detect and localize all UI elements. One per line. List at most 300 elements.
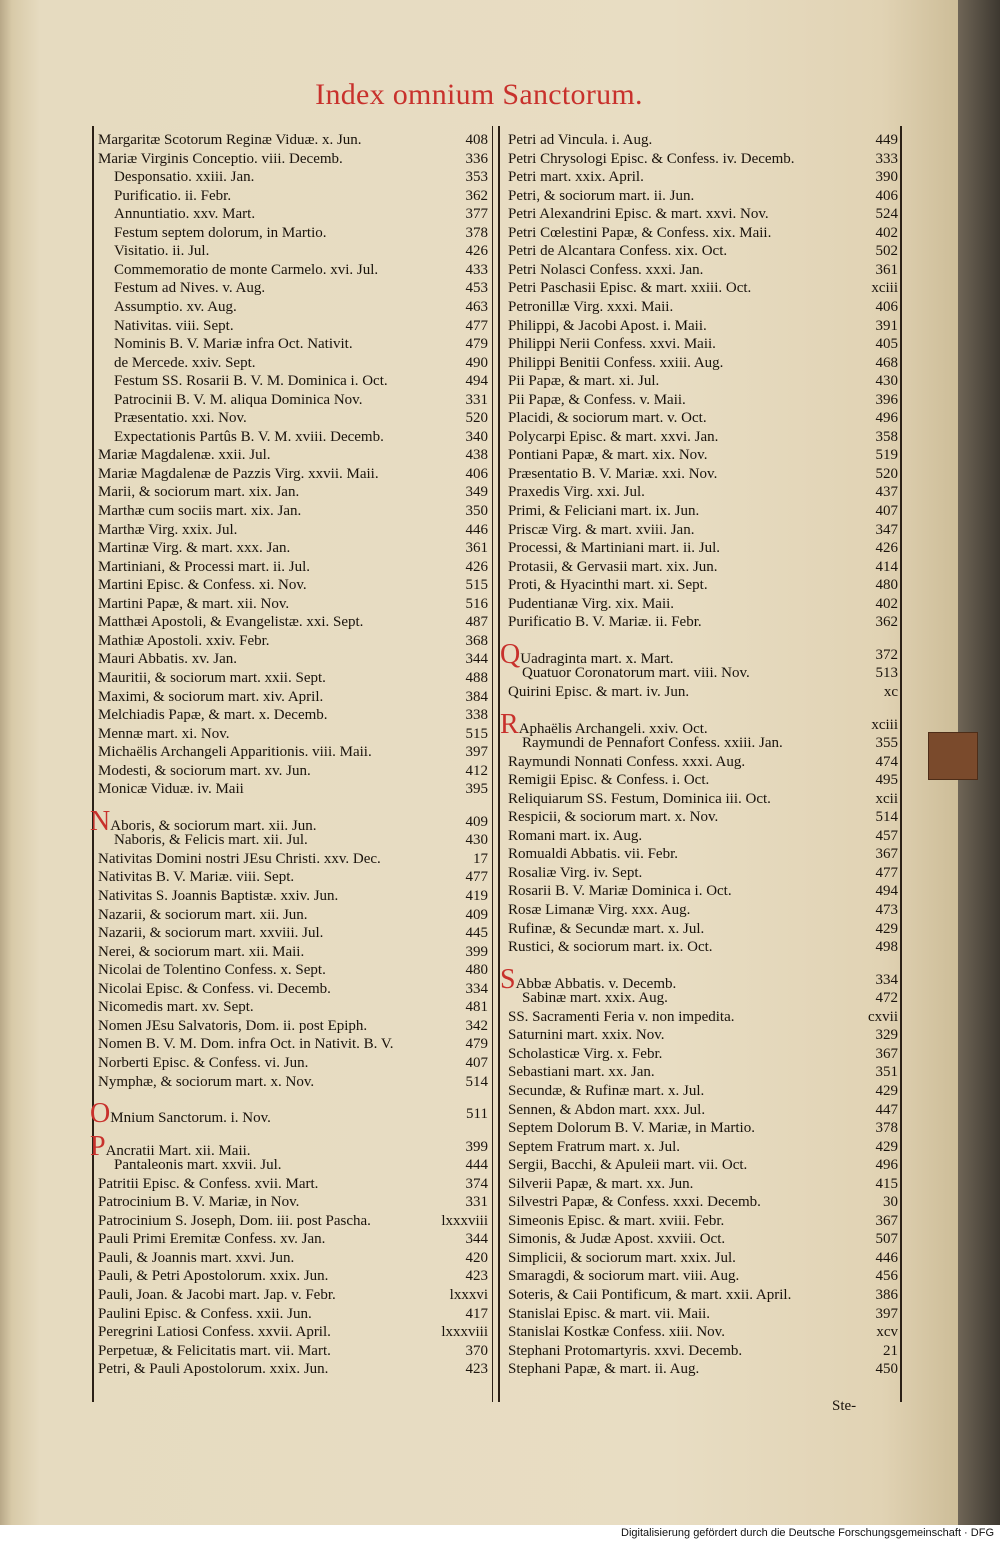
entry-text: Nativitas B. V. Mariæ. viii. Sept. (98, 869, 295, 886)
entry-text: Quirini Episc. & mart. iv. Jun. (508, 683, 690, 700)
entry-text: Pauli, & Joannis mart. xxvi. Jun. (98, 1249, 295, 1266)
entry-text: Expectationis Partûs B. V. M. xviii. Decemb. (114, 428, 384, 445)
left-column-entry (98, 979, 331, 999)
left-column-entry (98, 1053, 308, 1073)
entry-text: Praxedis Virg. xxi. Jul. (508, 484, 645, 501)
left-column-entry (90, 805, 317, 837)
entry-text: Petri, & Pauli Apostolorum. xxix. Jun. (98, 1361, 329, 1378)
entry-text: Matthæi Apostoli, & Evangelistæ. xxi. Sept. (98, 614, 364, 631)
entry-page-number: 329 (875, 1027, 898, 1044)
entry-page-number: 516 (465, 595, 488, 612)
entry-page-number: 477 (875, 864, 898, 881)
right-column-entry (508, 1211, 724, 1231)
entry-text: Mauri Abbatis. xv. Jan. (98, 651, 238, 668)
left-column-entry (98, 960, 326, 980)
entry-page-number: 473 (875, 902, 898, 918)
entry-page-number: 407 (465, 1054, 488, 1071)
entry-text: Nominis B. V. Mariæ infra Oct. Nativit. (114, 336, 353, 353)
entry-text: Stephani Protomartyris. xxvi. Decemb. (508, 1342, 743, 1359)
left-column-entry (98, 724, 230, 744)
entry-text: Margaritæ Scotorum Reginæ Viduæ. x. Jun. (98, 132, 362, 148)
entry-page-number: 429 (875, 1138, 898, 1155)
left-column-entry (98, 1072, 314, 1092)
entry-text: Pantaleonis mart. xxvii. Jul. (114, 1157, 282, 1174)
left-column-entry (90, 1098, 271, 1130)
entry-page-number: 350 (465, 503, 488, 519)
right-column-entry (508, 1266, 739, 1286)
entry-text: Sebastiani mart. xx. Jan. (508, 1064, 655, 1081)
entry-page-number: 331 (465, 1194, 488, 1211)
entry-page-number: 409 (465, 906, 488, 923)
left-column-entry (114, 390, 362, 410)
entry-text: Abbæ Abbatis. v. Decemb. (515, 975, 677, 992)
entry-page-number: 496 (875, 1157, 898, 1174)
right-column-entry (508, 167, 644, 187)
left-column-entry (98, 1359, 328, 1379)
entry-text: Mennæ mart. xi. Nov. (98, 725, 230, 742)
entry-text: Philippi Benitii Confess. xxiii. Aug. (508, 354, 724, 371)
left-column-entry (114, 408, 247, 428)
entry-text: Philippi, & Jacobi Apost. i. Maii. (508, 317, 707, 334)
entry-page-number: 477 (465, 317, 488, 334)
right-column-entry (508, 204, 769, 224)
page-tab (928, 732, 978, 780)
right-column-entry (508, 1137, 680, 1157)
right-column-entry (508, 1285, 791, 1305)
left-column-entry (98, 886, 338, 906)
entry-page-number: 399 (465, 943, 488, 960)
entry-page-number: 514 (875, 809, 898, 826)
entry-text: Sergii, Bacchi, & Apuleii mart. vii. Oct. (508, 1157, 748, 1174)
right-column-entry (508, 1025, 665, 1045)
left-column-entry (98, 1341, 331, 1361)
right-column-entry (508, 1174, 693, 1194)
entry-text: Simeonis Episc. & mart. xviii. Febr. (508, 1212, 725, 1229)
right-column-entry (508, 1155, 747, 1175)
entry-text: Purificatio. ii. Febr. (114, 187, 232, 204)
left-column-entry (98, 649, 237, 669)
right-column-entry (508, 863, 642, 883)
drop-capital: R (500, 708, 519, 740)
left-column-entry (98, 1174, 318, 1194)
entry-text: Petri Alexandrini Episc. & mart. xxvi. Nov. (508, 206, 769, 223)
entry-page-number: 420 (465, 1249, 488, 1266)
left-column-entry (98, 705, 328, 725)
right-column-entry (508, 919, 704, 939)
entry-page-number: 344 (465, 651, 488, 668)
entry-text: Michaëlis Archangeli Apparitionis. viii. Maii. (98, 744, 372, 761)
entry-page-number: 423 (465, 1268, 488, 1285)
entry-page-number: 494 (465, 373, 488, 390)
left-column-entry (114, 223, 326, 243)
entry-text: Petri de Alcantara Confess. xix. Oct. (508, 243, 728, 260)
right-column-entry (508, 575, 708, 595)
entry-text: Raymundi de Pennafort Confess. xxiii. Jan. (522, 735, 783, 752)
entry-page-number: 336 (465, 150, 488, 167)
left-column-entry (114, 278, 265, 298)
left-rule (92, 126, 94, 1402)
entry-text: Norberti Episc. & Confess. vi. Jun. (98, 1054, 309, 1071)
entry-text: Pii Papæ, & Confess. v. Maii. (508, 391, 686, 408)
entry-page-number: 514 (465, 1073, 488, 1090)
entry-text: Præsentatio B. V. Mariæ. xxi. Nov. (508, 465, 718, 482)
right-column-entry (508, 1007, 735, 1027)
entry-text: Nerei, & sociorum mart. xii. Maii. (98, 943, 305, 960)
entry-page-number: 407 (875, 503, 898, 519)
entry-page-number: 402 (875, 224, 898, 241)
entry-page-number: 479 (465, 336, 488, 353)
entry-text: Nicolai de Tolentino Confess. x. Sept. (98, 962, 326, 979)
entry-page-number: xcv (876, 1324, 898, 1341)
index-table (88, 126, 904, 1402)
entry-text: Martiniani, & Processi mart. ii. Jul. (98, 558, 311, 575)
entry-page-number: 17 (473, 850, 488, 867)
left-column-entry (98, 594, 289, 614)
entry-text: Priscæ Virg. & mart. xviii. Jan. (508, 521, 695, 538)
entry-page-number: 433 (465, 261, 488, 278)
entry-text: Philippi Nerii Confess. xxvi. Maii. (508, 336, 716, 353)
entry-page-number: 520 (465, 410, 488, 427)
entry-page-number: 438 (465, 447, 488, 464)
left-column-entry (98, 482, 299, 502)
right-column-entry (508, 278, 751, 298)
entry-page-number: xciii (871, 280, 898, 297)
entry-page-number: 367 (875, 846, 898, 863)
entry-text: Rosaliæ Virg. iv. Sept. (508, 864, 643, 881)
left-column-entry (114, 297, 237, 317)
right-column-entry (508, 594, 674, 614)
right-column-entry (508, 1100, 705, 1120)
entry-page-number: 351 (875, 1064, 898, 1081)
right-column-entry (508, 334, 716, 354)
entry-page-number: 408 (465, 132, 488, 148)
entry-text: Stanislai Kostkæ Confess. xiii. Nov. (508, 1324, 725, 1341)
entry-page-number: 349 (465, 484, 488, 501)
entry-page-number: 481 (465, 999, 488, 1016)
entry-text: Marii, & sociorum mart. xix. Jan. (98, 484, 300, 501)
left-column-entry (114, 334, 353, 354)
left-column-entry (98, 445, 271, 465)
entry-page-number: 334 (465, 980, 488, 997)
entry-page-number: 447 (875, 1101, 898, 1118)
entry-text: Romani mart. ix. Aug. (508, 827, 643, 844)
right-column-entry (508, 1248, 736, 1268)
entry-page-number: 333 (875, 150, 898, 167)
left-column-entry (98, 668, 326, 688)
entry-text: Ancratii Mart. xii. Maii. (105, 1142, 251, 1159)
right-column-entry (508, 427, 718, 447)
entry-page-number: cxvii (868, 1008, 898, 1025)
entry-text: Quatuor Coronatorum mart. viii. Nov. (522, 665, 750, 682)
entry-text: Petri mart. xxix. April. (508, 169, 644, 186)
entry-text: Nicolai Episc. & Confess. vi. Decemb. (98, 980, 331, 997)
right-column-entry (508, 844, 678, 864)
entry-page-number: 414 (875, 558, 898, 575)
entry-page-number: 409 (465, 813, 488, 830)
catchword: Ste- (832, 1398, 857, 1414)
entry-text: Stanislai Episc. & mart. vii. Maii. (508, 1305, 711, 1322)
right-column-entry (508, 223, 771, 243)
right-column-entry (508, 1341, 742, 1361)
right-column-entry (508, 149, 795, 169)
entry-page-number: 480 (875, 577, 898, 594)
right-column-entry (508, 881, 732, 901)
drop-capital: O (90, 1098, 111, 1130)
entry-page-number: 340 (465, 428, 488, 445)
left-column-entry (98, 130, 362, 150)
entry-text: Saturnini mart. xxix. Nov. (508, 1027, 665, 1044)
entry-page-number: 384 (465, 688, 488, 705)
entry-text: Commemoratio de monte Carmelo. xvi. Jul. (114, 261, 379, 278)
left-column-entry (98, 538, 290, 558)
entry-page-number: 362 (465, 187, 488, 204)
footer-credit: Digitalisierung gefördert durch die Deutsche Forschungsgemeinschaft · DFG (621, 1527, 994, 1539)
entry-page-number: xc (883, 683, 898, 700)
entry-text: Simplicii, & sociorum mart. xxix. Jul. (508, 1249, 736, 1266)
entry-text: Martini Papæ, & mart. xii. Nov. (98, 595, 290, 612)
right-column-entry (508, 482, 645, 502)
entry-page-number: 445 (465, 925, 488, 942)
entry-text: Rosæ Limanæ Virg. xxx. Aug. (508, 902, 691, 918)
entry-text: Perpetuæ, & Felicitatis mart. vii. Mart. (98, 1342, 331, 1359)
right-column-entry (508, 937, 713, 957)
entry-page-number: 347 (875, 521, 898, 538)
entry-text: Protasii, & Gervasii mart. xix. Jun. (508, 558, 718, 575)
entry-page-number: lxxxviii (441, 1324, 488, 1341)
left-column-entry (114, 204, 255, 224)
entry-page-number: 21 (883, 1342, 898, 1359)
left-column-entry (98, 742, 372, 762)
entry-text: Patrocinium S. Joseph, Dom. iii. post Pascha. (98, 1212, 371, 1229)
left-column-entry (98, 464, 379, 484)
entry-page-number: 406 (875, 187, 898, 204)
entry-page-number: 507 (875, 1231, 898, 1248)
entry-page-number: 496 (875, 410, 898, 427)
left-column-entry (114, 371, 388, 391)
entry-page-number: 494 (875, 883, 898, 900)
right-column-entry (508, 752, 745, 772)
entry-text: Festum SS. Rosarii B. V. M. Dominica i. Oct. (114, 373, 388, 390)
right-column-entry (522, 733, 783, 753)
entry-text: Nativitas. viii. Sept. (114, 317, 234, 334)
entry-text: Festum septem dolorum, in Martio. (114, 224, 327, 241)
left-column-entry (98, 867, 294, 887)
right-column-entry (508, 260, 703, 280)
left-column-entry (114, 260, 378, 280)
right-column-entry (508, 557, 718, 577)
entry-page-number: 419 (465, 888, 488, 904)
entry-page-number: 513 (875, 665, 898, 682)
entry-page-number: 487 (465, 614, 488, 631)
right-column-entry (508, 408, 707, 428)
left-column-entry (114, 186, 231, 206)
entry-text: Visitatio. ii. Jul. (114, 243, 210, 260)
entry-text: Purificatio B. V. Mariæ. ii. Febr. (508, 614, 702, 631)
left-column-entry (114, 167, 254, 187)
left-column-entry (98, 1322, 331, 1342)
left-column-entry (98, 761, 311, 781)
entry-text: Nazarii, & sociorum mart. xxviii. Jul. (98, 925, 324, 942)
entry-page-number: 334 (875, 971, 898, 988)
entry-text: Petri ad Vincula. i. Aug. (508, 132, 653, 148)
right-column-entry (508, 1359, 699, 1379)
entry-text: Melchiadis Papæ, & mart. x. Decemb. (98, 707, 328, 724)
entry-text: Silvestri Papæ, & Confess. xxxi. Decemb. (508, 1194, 761, 1211)
left-column-entry (98, 501, 301, 521)
right-column-entry (508, 770, 709, 790)
entry-page-number: 353 (465, 169, 488, 186)
entry-text: Polycarpi Episc. & mart. xxvi. Jan. (508, 428, 719, 445)
entry-text: Pudentianæ Virg. xix. Maii. (508, 595, 675, 612)
entry-text: Mariæ Magdalenæ. xxii. Jul. (98, 447, 271, 464)
right-column-entry (508, 1229, 725, 1249)
right-column-entry (508, 390, 686, 410)
entry-page-number: xciii (871, 716, 898, 733)
right-column-entry (522, 988, 668, 1008)
entry-page-number: 426 (875, 540, 898, 557)
entry-page-number: 456 (875, 1268, 898, 1285)
entry-text: Raymundi Nonnati Confess. xxxi. Aug. (508, 753, 746, 770)
entry-page-number: 395 (465, 781, 488, 798)
entry-text: Patrocinii B. V. M. aliqua Dominica Nov. (114, 391, 363, 408)
entry-text: Petri Cœlestini Papæ, & Confess. xix. Maii. (508, 224, 772, 241)
entry-text: Nativitas Domini nostri JEsu Christi. xxv. Dec. (98, 850, 381, 867)
entry-page-number: 358 (875, 428, 898, 445)
entry-text: Modesti, & sociorum mart. xv. Jun. (98, 762, 311, 779)
entry-text: Respicii, & sociorum mart. x. Nov. (508, 809, 719, 826)
entry-page-number: 405 (875, 336, 898, 353)
right-column-entry (508, 1062, 655, 1082)
left-column-entry (90, 1130, 251, 1162)
right-column-entry (508, 130, 652, 150)
left-column-entry (98, 149, 343, 169)
entry-page-number: 417 (465, 1305, 488, 1322)
right-column-entry (508, 1081, 704, 1101)
entry-text: Petronillæ Virg. xxxi. Maii. (508, 298, 674, 315)
entry-page-number: 342 (465, 1017, 488, 1034)
entry-text: Paulini Episc. & Confess. xxii. Jun. (98, 1305, 312, 1322)
entry-text: Pauli, Joan. & Jacobi mart. Jap. v. Febr. (98, 1287, 336, 1303)
entry-page-number: 372 (875, 646, 898, 663)
entry-page-number: 446 (465, 521, 488, 538)
entry-page-number: lxxxviii (441, 1212, 488, 1229)
left-column-entry (114, 316, 234, 336)
entry-page-number: 437 (875, 484, 898, 501)
entry-text: Remigii Episc. & Confess. i. Oct. (508, 772, 710, 789)
left-column-entry (98, 1248, 294, 1268)
entry-page-number: 415 (875, 1175, 898, 1192)
entry-text: Soteris, & Caii Pontificum, & mart. xxii. April. (508, 1287, 792, 1303)
left-column-entry (98, 1285, 336, 1305)
entry-text: Mnium Sanctorum. i. Nov. (110, 1110, 271, 1127)
right-column-entry (508, 1044, 662, 1064)
entry-text: Petri Chrysologi Episc. & Confess. iv. Decemb. (508, 150, 795, 167)
left-column-entry (98, 1304, 312, 1324)
entry-text: de Mercede. xxiv. Sept. (114, 354, 256, 371)
entry-page-number: 367 (875, 1212, 898, 1229)
entry-text: Nicomedis mart. xv. Sept. (98, 999, 254, 1016)
entry-page-number: xcii (875, 790, 898, 807)
entry-text: Smaragdi, & sociorum mart. viii. Aug. (508, 1268, 740, 1285)
entry-text: Præsentatio. xxi. Nov. (114, 410, 247, 427)
entry-text: Reliquiarum SS. Festum, Dominica iii. Oct. (508, 790, 771, 807)
entry-text: Assumptio. xv. Aug. (114, 298, 237, 315)
left-column-entry (98, 575, 307, 595)
entry-text: Festum ad Nives. v. Aug. (114, 280, 266, 297)
entry-page-number: 468 (875, 354, 898, 371)
right-column-entry (508, 807, 718, 827)
entry-text: Naboris, & Felicis mart. xii. Jul. (114, 832, 308, 849)
right-column-entry (508, 464, 717, 484)
left-column-entry (98, 923, 323, 943)
right-column-entry (508, 612, 702, 632)
right-column-entry (508, 900, 690, 920)
left-column-entry (98, 557, 310, 577)
right-column-entry (500, 708, 708, 740)
left-column-entry (98, 942, 304, 962)
entry-page-number: 374 (465, 1175, 488, 1192)
entry-text: Silverii Papæ, & mart. xx. Jun. (508, 1175, 694, 1192)
entry-page-number: 406 (875, 298, 898, 315)
entry-page-number: 495 (875, 772, 898, 789)
entry-text: Petri Paschasii Episc. & mart. xxiii. Oct. (508, 280, 752, 297)
entry-text: Mathiæ Apostoli. xxiv. Febr. (98, 632, 270, 649)
right-column-entry (508, 826, 642, 846)
entry-page-number: 378 (465, 224, 488, 241)
drop-capital: N (90, 805, 111, 837)
entry-text: Pontiani Papæ, & mart. xix. Nov. (508, 447, 708, 464)
entry-text: Patritii Episc. & Confess. xvii. Mart. (98, 1175, 319, 1192)
entry-text: Maximi, & sociorum mart. xiv. April. (98, 688, 324, 705)
right-column-entry (508, 316, 707, 336)
right-column-entry (508, 1322, 725, 1342)
entry-page-number: 386 (875, 1287, 898, 1303)
entry-text: Marthæ Virg. xxix. Jul. (98, 521, 238, 538)
left-column-entry (114, 427, 384, 447)
right-column-entry (508, 520, 694, 540)
entry-page-number: 519 (875, 447, 898, 464)
entry-page-number: 378 (875, 1120, 898, 1137)
right-column-entry (508, 371, 659, 391)
entry-page-number: 399 (465, 1138, 488, 1155)
left-column-entry (98, 1229, 325, 1249)
left-column-entry (114, 1155, 281, 1175)
right-rule (900, 126, 902, 1402)
entry-page-number: 355 (875, 735, 898, 752)
entry-page-number: 453 (465, 280, 488, 297)
entry-text: Stephani Papæ, & mart. ii. Aug. (508, 1361, 700, 1378)
entry-page-number: 444 (465, 1157, 488, 1174)
right-column-entry (508, 186, 694, 206)
entry-text: Mariæ Magdalenæ de Pazzis Virg. xxvii. Maii. (98, 465, 379, 482)
footer-bar (0, 1525, 1000, 1541)
entry-page-number: 430 (875, 373, 898, 390)
entry-page-number: 446 (875, 1249, 898, 1266)
entry-text: Rufinæ, & Secundæ mart. x. Jul. (508, 920, 705, 937)
entry-text: Simonis, & Judæ Apost. xxviii. Oct. (508, 1231, 726, 1248)
entry-page-number: 511 (466, 1106, 488, 1123)
entry-page-number: 391 (875, 317, 898, 334)
right-column-entry (508, 297, 673, 317)
entry-text: Sennen, & Abdon mart. xxx. Jul. (508, 1101, 706, 1118)
entry-page-number: 450 (875, 1361, 898, 1378)
entry-text: Martinæ Virg. & mart. xxx. Jan. (98, 540, 291, 557)
left-column-entry (98, 520, 237, 540)
entry-page-number: 30 (883, 1194, 898, 1211)
entry-text: Septem Fratrum mart. x. Jul. (508, 1138, 681, 1155)
entry-page-number: 361 (465, 540, 488, 557)
right-column-entry (508, 353, 723, 373)
